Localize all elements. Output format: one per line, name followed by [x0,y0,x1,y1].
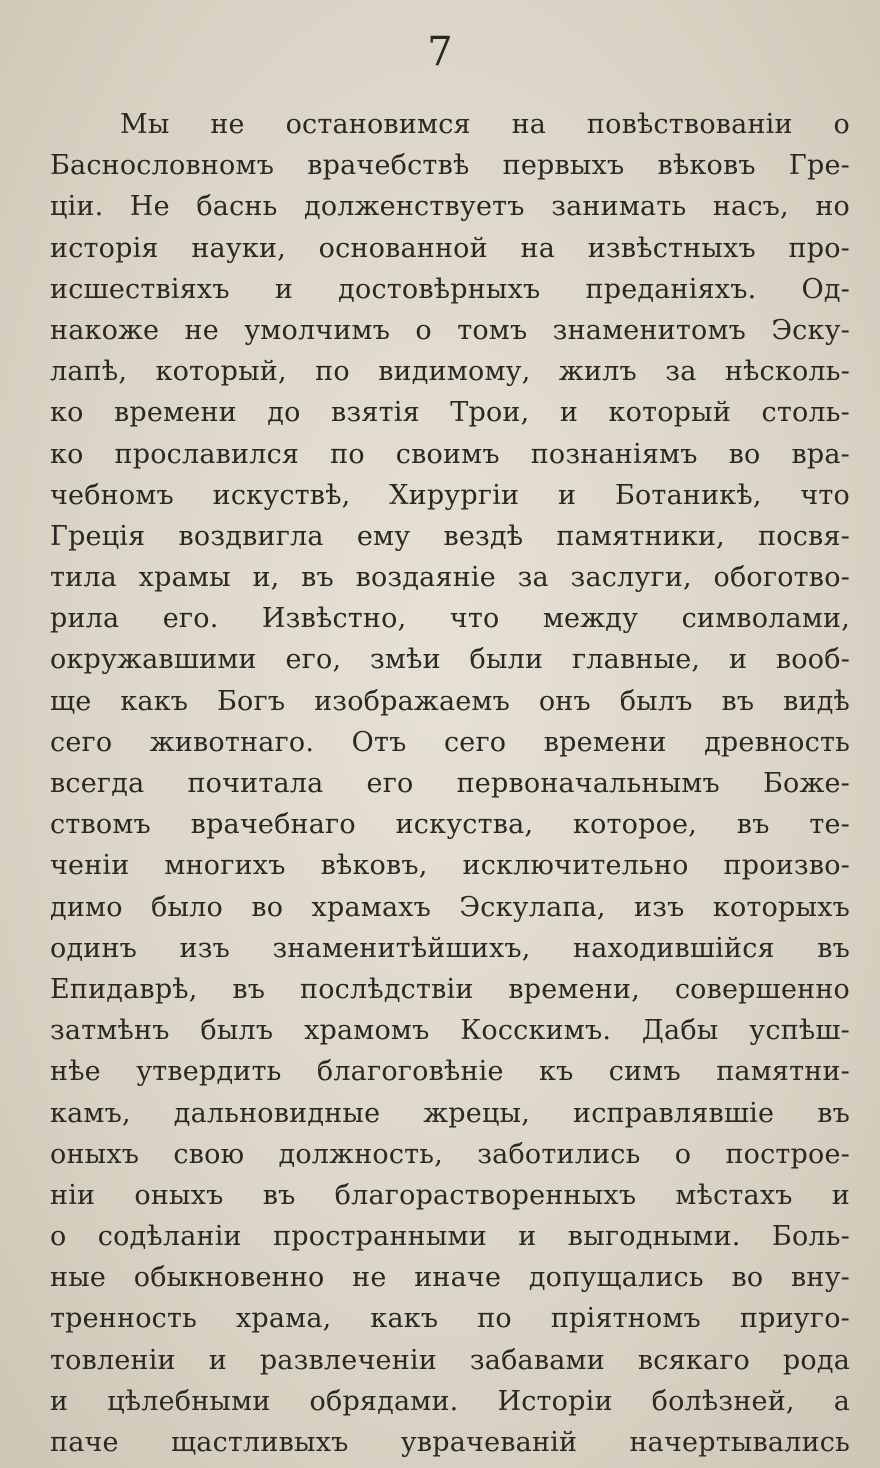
text-line: ніи оныхъ въ благорастворенныхъ мѣстахъ и [50,1179,850,1211]
text-line: ко прославился по своимъ познаніямъ во вра- [50,438,850,470]
page-number: 7 [427,29,453,75]
text-line: лапѣ, который, по видимому, жилъ за нѣсколь- [50,356,850,388]
text-line: ствомъ врачебнаго искуства, которое, въ те- [50,809,850,841]
text-line: исторія науки, основанной на извѣстныхъ про- [50,232,850,264]
text-line: Мы не остановимся на повѣствованіи о [120,109,850,140]
text-line: димо было во храмахъ Эскулапа, изъ которыхъ [50,891,850,923]
text-line: паче щастливыхъ уврачеваній начертывались [50,1427,850,1458]
text-line: о содѣланіи пространными и выгодными. Боль- [50,1221,850,1253]
text-line: рила его. Извѣстно, что между символами, [50,603,850,635]
text-line: Греція воздвигла ему вездѣ памятники, посвя- [50,520,850,552]
text-line: накоже не умолчимъ о томъ знаменитомъ Эску- [50,314,850,346]
text-line: тила храмы и, въ воздаяніе за заслуги, обоготво- [50,562,850,594]
text-line: ціи. Не баснь долженствуетъ занимать насъ, но [50,191,850,223]
text-line: сего животнаго. Отъ сего времени древность [50,726,850,758]
text-line: Баснословномъ врачебствѣ первыхъ вѣковъ Гре- [50,150,850,182]
text-line: и цѣлебными обрядами. Исторіи болѣзней, а [50,1385,850,1417]
text-line: ко времени до взятія Трои, и который столь- [50,397,850,429]
text-line: оныхъ свою должность, заботились о построе- [50,1138,850,1170]
text-line: всегда почитала его первоначальнымъ Боже- [50,768,850,799]
text-line: нѣе утвердить благоговѣніе къ симъ памятни- [50,1056,850,1088]
text-line: тренность храма, какъ по пріятномъ приуго- [50,1303,850,1335]
text-line: товленіи и развлеченіи забавами всякаго рода [50,1344,850,1376]
text-line: Епидаврѣ, въ послѣдствіи времени, совершенно [50,973,850,1005]
body-text [50,104,850,1463]
text-line: затмѣнъ былъ храмомъ Косскимъ. Дабы успѣш- [50,1015,850,1047]
text-line: чебномъ искуствѣ, Хирургіи и Ботаникѣ, что [50,479,850,511]
text-line: ные обыкновенно не иначе допущались во вну- [50,1262,850,1294]
text-line: исшествіяхъ и достовѣрныхъ преданіяхъ. Од- [50,273,850,305]
text-line: одинъ изъ знаменитѣйшихъ, находившійся въ [50,932,850,964]
text-line: окружавшими его, змѣи были главные, и вооб- [50,644,850,676]
text-line: ще какъ Богъ изображаемъ онъ былъ въ видѣ [50,685,850,717]
text-line: ченіи многихъ вѣковъ, исключительно произво- [50,850,850,882]
text-line: камъ, дальновидные жрецы, исправлявшіе въ [50,1097,850,1129]
